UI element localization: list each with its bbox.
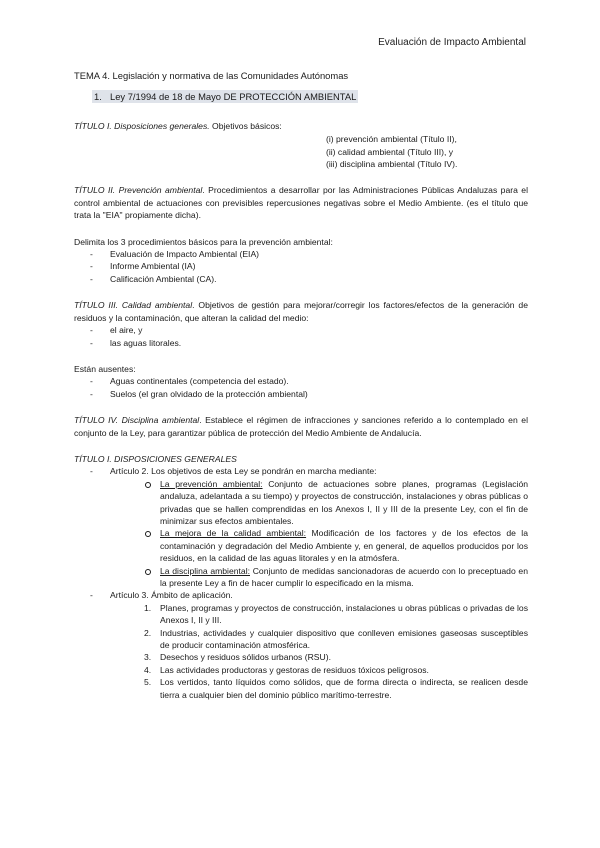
- article-2-label: Artículo 2. Los objetivos de esta Ley se pondrán en marcha mediante:: [110, 466, 377, 477]
- law-name: Ley 7/1994 de 18 de Mayo DE PROTECCIÓN AMBIENTAL: [110, 91, 357, 103]
- absent-intro: Están ausentes:: [74, 363, 136, 374]
- item-term: La mejora de la calidad ambiental:: [160, 528, 307, 539]
- titulo2-heading: TÍTULO II. Prevención ambiental: [74, 185, 203, 196]
- titulo3-heading: TÍTULO III. Calidad ambiental: [74, 300, 193, 311]
- item-term: La prevención ambiental:: [160, 478, 263, 489]
- list-item: [144, 651, 528, 663]
- item-text: Conjunto de medidas sancionadoras de acuerdo con lo preceptuado en la presente Ley a fin de hacer cumplir lo especificado en la misma.: [160, 565, 528, 588]
- item-number: 4.: [144, 664, 152, 675]
- titulo3-list: [74, 324, 528, 349]
- list-item: [144, 602, 528, 627]
- item-number: 1.: [144, 602, 152, 613]
- item-text: Conjunto de actuaciones sobre planes, programas (Legislación andaluza, adelantada a su tiempo) y proyectos de construcción, instalaciones y obras públicas o privadas que se hallen comprendidas en los Anexos I, II y III de la presente Ley, con el fin de minimizar sus efectos ambientales.: [160, 478, 529, 526]
- titulo1-text: Objetivos básicos:: [209, 120, 282, 131]
- article-3-label: Artículo 3. Ámbito de aplicación.: [110, 590, 233, 601]
- titulo1-heading: TÍTULO I. Disposiciones generales.: [74, 120, 210, 131]
- document-body: [74, 70, 528, 701]
- titulo4-section: [74, 414, 528, 439]
- topic-title: TEMA 4. Legislación y normativa de las Comunidades Autónomas: [74, 70, 349, 81]
- article-2: [90, 465, 528, 589]
- law-number: 1.: [94, 91, 102, 103]
- item-text: Industrias, actividades y cualquier dispositivo que conlleven emisiones gaseosas susceptibles de producir contaminación atmosférica.: [160, 627, 528, 651]
- item-text: Los vertidos, tanto líquidos como sólidos, que de forma directa o indirecta, se realicen desde tierra a cualquier bien del dominio público marítimo-terrestre.: [160, 677, 528, 700]
- titulo2-text: . Procedimientos a desarrollar por las Administraciones Públicas Andaluzas para el control ambiental de actuaciones con previsibles repercusiones negativas sobre el Medio Ambiente. (es el título que trata la "EIA" propiamente dicha).: [74, 185, 528, 221]
- list-item: [144, 664, 528, 676]
- list-item: - Calificación Ambiental (CA).: [90, 273, 528, 285]
- objectives-list: [74, 133, 528, 170]
- list-item: [144, 527, 528, 564]
- list-item: - Informe Ambiental (IA): [90, 260, 528, 272]
- objective-item: (ii) calidad ambiental (Título III), y: [326, 146, 454, 157]
- absent-section: [74, 363, 528, 400]
- item-term: La disciplina ambiental:: [160, 565, 250, 576]
- list-item: [144, 676, 528, 701]
- item-number: 5.: [144, 677, 152, 688]
- item-text: Las actividades productoras y gestoras de residuos tóxicos peligrosos.: [160, 664, 429, 675]
- list-item: - Aguas continentales (competencia del estado).: [90, 375, 528, 387]
- page-header: Evaluación de Impacto Ambiental: [378, 37, 526, 48]
- procedures-list: [74, 248, 528, 285]
- law-title-highlight: [92, 90, 358, 103]
- absent-list: [74, 375, 528, 400]
- item-text: Desechos y residuos sólidos urbanos (RSU).: [160, 652, 331, 663]
- titulo2-section: [74, 184, 528, 221]
- titulo1-section: [74, 120, 528, 171]
- item-number: 3.: [144, 652, 152, 663]
- objective-item: (i) prevención ambiental (Título II),: [326, 134, 457, 145]
- list-item: [144, 627, 528, 652]
- item-text: Modificación de los factores y de los efectos de la contaminación y degradación del Medio Ambiente y, en general, de aquellos producidos por los residuos, en la calidad de las aguas litorales y en la atmósfera.: [160, 528, 528, 564]
- disposiciones-heading: TÍTULO I. DISPOSICIONES GENERALES: [74, 453, 237, 464]
- list-item: [144, 478, 528, 528]
- titulo4-heading: TÍTULO IV. Disciplina ambiental: [74, 415, 200, 426]
- titulo3-section: [74, 299, 528, 349]
- list-item: - el aire, y: [90, 324, 528, 336]
- titulo4-text: . Establece el régimen de infracciones y sanciones referido a lo contemplado en el conjunto de la Ley, para garantizar pública de protección del Medio Ambiente de Andalucía.: [74, 415, 528, 438]
- list-item: [144, 565, 528, 590]
- disposiciones-section: [74, 453, 528, 701]
- law-title: [92, 91, 528, 103]
- article-3-items: [110, 602, 528, 701]
- list-item: - las aguas litorales.: [90, 337, 528, 349]
- item-text: Planes, programas y proyectos de construcción, instalaciones u obras públicas o privadas de los Anexos I, II y III.: [160, 602, 528, 626]
- procedures-intro: Delimita los 3 procedimientos básicos para la prevención ambiental:: [74, 236, 333, 247]
- articles-list: [74, 465, 528, 701]
- list-item: - Suelos (el gran olvidado de la protección ambiental): [90, 388, 528, 400]
- article-2-items: [110, 478, 528, 590]
- article-3: [90, 589, 528, 701]
- procedures-section: [74, 236, 528, 286]
- objective-item: (iii) disciplina ambiental (Título IV).: [326, 159, 458, 170]
- item-number: 2.: [144, 627, 152, 638]
- titulo3-text: . Objetivos de gestión para mejorar/corregir los factores/efectos de la generación de residuos y la contaminación, que alteran la calidad del medio:: [74, 300, 528, 323]
- list-item: - Evaluación de Impacto Ambiental (EIA): [90, 248, 528, 260]
